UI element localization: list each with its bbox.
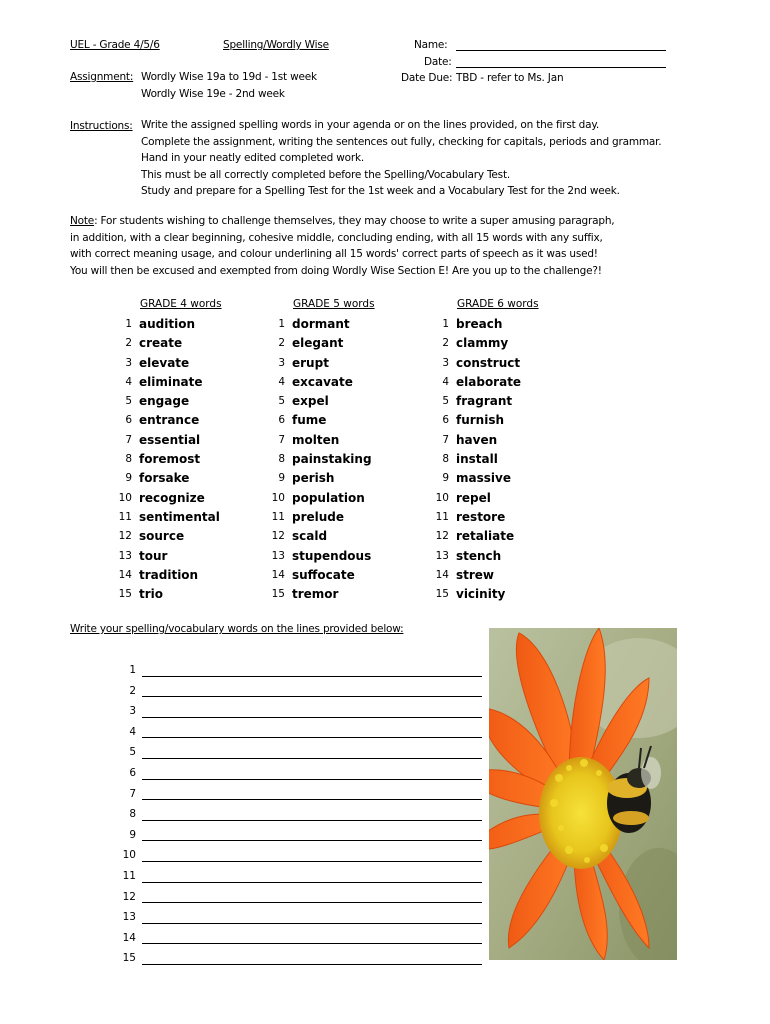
word-text: entrance	[139, 413, 200, 428]
word-text: create	[139, 336, 183, 351]
line-number: 4	[129, 725, 136, 738]
writing-line[interactable]	[142, 785, 482, 800]
word-item	[265, 508, 375, 527]
word-number: 7	[125, 433, 132, 446]
word-text: molten	[292, 432, 340, 447]
word-item	[265, 489, 375, 508]
word-number: 2	[442, 337, 449, 350]
word-item	[265, 334, 375, 353]
word-text: massive	[456, 471, 511, 486]
writing-line-row	[118, 660, 482, 681]
word-text: source	[139, 529, 185, 544]
writing-line-row	[118, 948, 482, 969]
line-number: 7	[129, 787, 136, 800]
assignment-label: Assignment:	[70, 71, 134, 83]
word-text: essential	[139, 432, 201, 447]
writing-line-row	[118, 907, 482, 928]
word-number: 11	[118, 510, 132, 523]
word-text: excavate	[292, 374, 353, 389]
writing-line-row	[118, 763, 482, 784]
word-number: 13	[118, 549, 132, 562]
word-item	[429, 450, 539, 469]
word-item	[112, 411, 222, 430]
write-prompt: Write your spelling/vocabulary words on the lines provided below:	[70, 623, 404, 635]
word-number: 15	[435, 588, 449, 601]
writing-line[interactable]	[142, 703, 482, 718]
word-number: 13	[271, 549, 285, 562]
writing-line-row	[118, 784, 482, 805]
word-text: fume	[292, 413, 327, 428]
word-item	[429, 431, 539, 450]
grade-4-heading: GRADE 4 words	[140, 298, 222, 310]
line-number: 5	[129, 746, 136, 759]
word-item	[112, 566, 222, 585]
word-number: 15	[271, 588, 285, 601]
word-number: 14	[118, 568, 132, 581]
word-text: audition	[139, 317, 195, 331]
word-text: population	[292, 490, 365, 505]
writing-line-row	[118, 804, 482, 825]
name-label: Name:	[414, 39, 448, 51]
line-number: 9	[129, 828, 136, 841]
note-line: You will then be excused and exempted from doing Wordly Wise Section E! Are you up to the challenge?!	[70, 264, 602, 277]
word-number: 4	[125, 375, 132, 388]
word-text: eliminate	[139, 374, 203, 389]
word-item	[112, 469, 222, 488]
instruction-line: This must be all correctly completed before the Spelling/Vocabulary Test.	[141, 168, 511, 181]
word-number: 7	[442, 433, 449, 446]
word-number: 15	[118, 588, 132, 601]
grade-4-column	[112, 295, 222, 604]
word-item	[429, 585, 539, 604]
word-text: perish	[292, 471, 335, 486]
writing-line[interactable]	[142, 950, 482, 965]
word-text: tremor	[292, 587, 339, 602]
word-item	[265, 585, 375, 604]
date-label: Date:	[424, 56, 452, 68]
word-item	[112, 334, 222, 353]
word-item	[112, 508, 222, 527]
line-number: 10	[122, 849, 136, 862]
word-text: trio	[139, 587, 164, 602]
word-number: 10	[271, 491, 285, 504]
grade-6-heading: GRADE 6 words	[457, 298, 539, 310]
course-title: UEL - Grade 4/5/6	[70, 39, 160, 51]
word-item	[112, 585, 222, 604]
word-number: 1	[278, 318, 285, 330]
word-number: 13	[435, 549, 449, 562]
word-text: expel	[292, 394, 329, 409]
word-text: tour	[139, 548, 168, 563]
word-item	[265, 315, 375, 334]
word-item	[265, 547, 375, 566]
word-text: clammy	[456, 336, 509, 351]
instructions-text	[141, 117, 661, 200]
grade-5-column	[265, 295, 375, 604]
word-number: 5	[125, 395, 132, 408]
word-item	[112, 547, 222, 566]
word-item	[265, 431, 375, 450]
word-item	[429, 547, 539, 566]
line-number: 13	[122, 911, 136, 924]
word-number: 1	[125, 318, 132, 330]
assignment-line-1: Wordly Wise 19a to 19d - 1st week	[141, 71, 317, 83]
instruction-line: Complete the assignment, writing the sentences out fully, checking for capitals, periods and grammar.	[141, 135, 662, 148]
word-item	[429, 489, 539, 508]
word-number: 2	[278, 337, 285, 350]
word-item	[265, 450, 375, 469]
word-number: 6	[442, 414, 449, 427]
writing-line-row	[118, 701, 482, 722]
word-item	[112, 450, 222, 469]
date-line[interactable]	[456, 67, 666, 68]
word-item	[429, 373, 539, 392]
word-number: 8	[125, 453, 132, 466]
word-item	[429, 354, 539, 373]
word-text: construct	[456, 355, 521, 370]
word-item	[112, 527, 222, 546]
word-text: install	[456, 452, 498, 467]
line-number: 1	[129, 664, 136, 676]
word-number: 7	[278, 433, 285, 446]
word-text: stench	[456, 548, 502, 563]
grade-5-heading: GRADE 5 words	[293, 298, 375, 310]
line-number: 11	[122, 869, 136, 882]
writing-line-row	[118, 742, 482, 763]
instruction-line: Write the assigned spelling words in your agenda or on the lines provided, on the first day.	[141, 119, 600, 131]
grade-6-column	[429, 295, 539, 604]
line-number: 15	[122, 952, 136, 965]
word-item	[429, 469, 539, 488]
word-item	[112, 392, 222, 411]
word-number: 3	[278, 356, 285, 369]
word-number: 4	[278, 375, 285, 388]
writing-line[interactable]	[142, 662, 482, 677]
word-text: vicinity	[456, 587, 506, 602]
word-text: retaliate	[456, 529, 515, 544]
word-number: 12	[435, 530, 449, 543]
flower-bee-photo	[489, 628, 677, 960]
word-text: fragrant	[456, 394, 513, 409]
note-line: with correct meaning usage, and colour underlining all 15 words' correct parts of speech as it was used!	[70, 248, 598, 260]
writing-lines	[118, 660, 482, 969]
line-number: 6	[129, 766, 136, 779]
word-text: furnish	[456, 413, 505, 428]
writing-line[interactable]	[142, 682, 482, 697]
writing-line[interactable]	[142, 744, 482, 759]
word-number: 6	[278, 414, 285, 427]
word-text: stupendous	[292, 548, 372, 563]
word-item	[112, 489, 222, 508]
writing-line-row	[118, 845, 482, 866]
word-text: restore	[456, 509, 506, 524]
word-number: 9	[442, 472, 449, 485]
word-item	[265, 566, 375, 585]
word-item	[429, 566, 539, 585]
note-text	[70, 213, 614, 279]
word-item	[429, 411, 539, 430]
note-line: in addition, with a clear beginning, cohesive middle, concluding ending, with all 15 words with any suffix,	[70, 231, 603, 244]
writing-line[interactable]	[142, 909, 482, 924]
word-text: repel	[456, 490, 491, 505]
word-number: 6	[125, 414, 132, 427]
word-item	[112, 315, 222, 334]
writing-line[interactable]	[142, 765, 482, 780]
word-number: 9	[278, 472, 285, 485]
line-number: 12	[122, 890, 136, 903]
date-due-value: TBD - refer to Ms. Jan	[456, 72, 564, 84]
word-text: elegant	[292, 336, 344, 351]
word-text: tradition	[139, 567, 199, 582]
word-text: erupt	[292, 355, 329, 370]
word-number: 8	[278, 453, 285, 466]
writing-line[interactable]	[142, 826, 482, 841]
word-text: scald	[292, 529, 328, 544]
word-text: foremost	[139, 452, 201, 467]
word-text: engage	[139, 394, 190, 409]
writing-line-row	[118, 928, 482, 949]
word-number: 3	[125, 356, 132, 369]
note-line: : For students wishing to challenge themselves, they may choose to write a super amusing paragraph,	[94, 215, 615, 227]
word-number: 12	[271, 530, 285, 543]
word-item	[265, 469, 375, 488]
writing-line[interactable]	[142, 888, 482, 903]
word-number: 5	[442, 395, 449, 408]
word-number: 11	[435, 510, 449, 523]
word-number: 11	[271, 510, 285, 523]
word-text: haven	[456, 432, 498, 447]
word-text: elevate	[139, 355, 190, 370]
word-number: 14	[271, 568, 285, 581]
writing-line-row	[118, 825, 482, 846]
word-text: elaborate	[456, 374, 522, 389]
word-item	[265, 527, 375, 546]
instruction-line: Study and prepare for a Spelling Test for the 1st week and a Vocabulary Test for the 2nd week.	[141, 185, 620, 197]
word-item	[112, 431, 222, 450]
word-item	[265, 411, 375, 430]
word-text: strew	[456, 567, 495, 582]
word-number: 8	[442, 453, 449, 466]
writing-line[interactable]	[142, 847, 482, 862]
word-item	[265, 392, 375, 411]
assignment-line-2: Wordly Wise 19e - 2nd week	[141, 88, 285, 100]
grade-6-list	[429, 315, 539, 604]
word-text: sentimental	[139, 509, 220, 524]
writing-line-row	[118, 681, 482, 702]
subject-title: Spelling/Wordly Wise	[223, 39, 329, 51]
word-item	[429, 527, 539, 546]
word-text: recognize	[139, 490, 205, 505]
word-item	[429, 392, 539, 411]
grade-4-list	[112, 315, 222, 604]
word-number: 4	[442, 375, 449, 388]
word-number: 2	[125, 337, 132, 350]
line-number: 8	[129, 808, 136, 821]
word-number: 10	[435, 491, 449, 504]
name-line[interactable]	[456, 50, 666, 51]
word-item	[429, 334, 539, 353]
word-number: 5	[278, 395, 285, 408]
writing-line-row	[118, 866, 482, 887]
word-text: forsake	[139, 471, 190, 486]
word-item	[429, 315, 539, 334]
word-text: suffocate	[292, 567, 355, 582]
instructions-label: Instructions:	[70, 120, 133, 132]
writing-line-row	[118, 887, 482, 908]
word-number: 1	[442, 318, 449, 330]
word-number: 9	[125, 472, 132, 485]
word-item	[112, 354, 222, 373]
grade-5-list	[265, 315, 375, 604]
date-due-label: Date Due:	[401, 72, 453, 84]
note-label: Note	[70, 215, 95, 227]
line-number: 3	[129, 705, 136, 718]
word-number: 14	[435, 568, 449, 581]
word-item	[429, 508, 539, 527]
word-text: dormant	[292, 317, 350, 331]
writing-line[interactable]	[142, 806, 482, 821]
word-number: 10	[118, 491, 132, 504]
word-item	[265, 373, 375, 392]
writing-line[interactable]	[142, 929, 482, 944]
line-number: 14	[122, 931, 136, 944]
word-text: breach	[456, 317, 503, 331]
writing-line-row	[118, 722, 482, 743]
word-item	[265, 354, 375, 373]
word-text: prelude	[292, 509, 345, 524]
writing-line[interactable]	[142, 723, 482, 738]
instruction-line: Hand in your neatly edited completed work.	[141, 152, 364, 164]
line-number: 2	[129, 684, 136, 697]
word-number: 3	[442, 356, 449, 369]
writing-line[interactable]	[142, 868, 482, 883]
word-number: 12	[118, 530, 132, 543]
word-item	[112, 373, 222, 392]
word-text: painstaking	[292, 452, 372, 467]
